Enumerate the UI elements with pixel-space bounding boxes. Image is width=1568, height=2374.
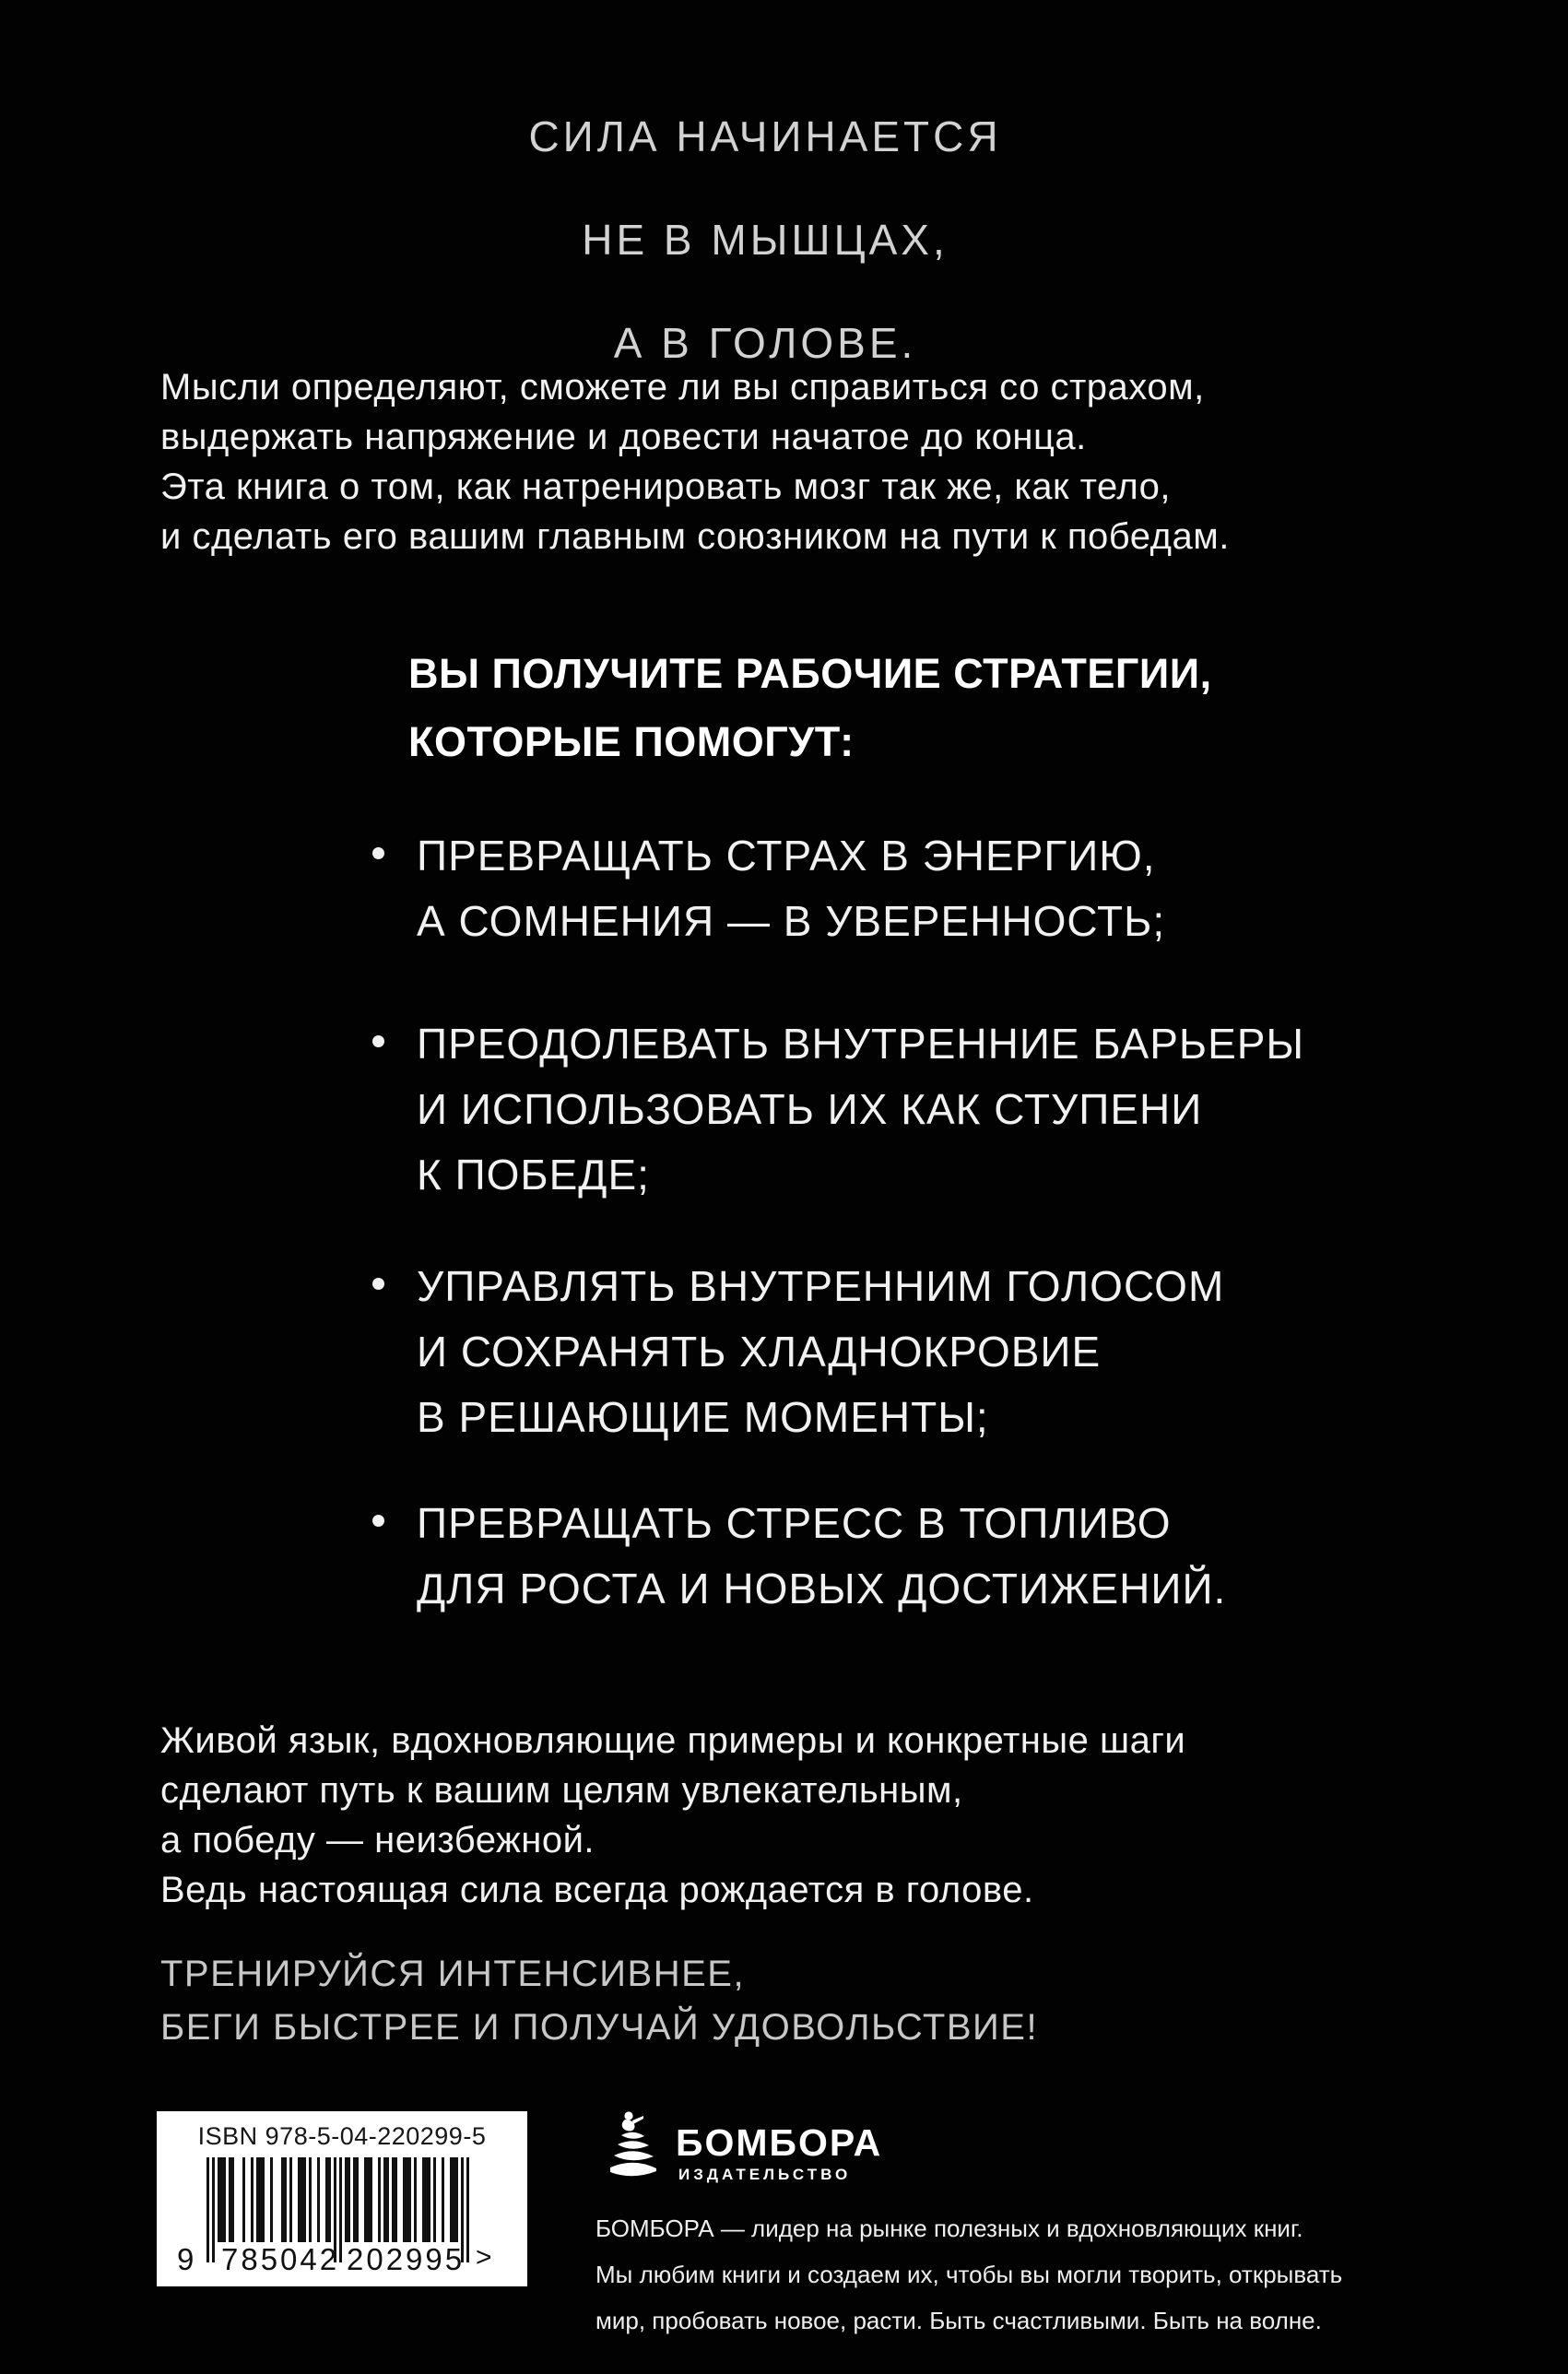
intro-line: Эта книга о том, как натренировать мозг так же, как тело, [160, 467, 1172, 507]
bullet-line: И ИСПОЛЬЗОВАТЬ ИХ КАК СТУПЕНИ [417, 1085, 1203, 1133]
bullet-line: А СОМНЕНИЯ — В УВЕРЕННОСТЬ; [417, 897, 1166, 945]
isbn-box [157, 2111, 527, 2286]
bullet-line: ПРЕОДОЛЕВАТЬ ВНУТРЕННИЕ БАРЬЕРЫ [417, 1020, 1305, 1068]
barcode-digit-group: 785042 [221, 2242, 340, 2276]
publisher-description-line: Мы любим книги и создаем их, чтобы вы могли творить, открывать [595, 2261, 1343, 2288]
strategies-header-line: КОТОРЫЕ ПОМОГУТ: [408, 718, 855, 765]
bullet-line: ПРЕВРАЩАТЬ СТРАХ В ЭНЕРГИЮ, [417, 832, 1156, 880]
bombora-logo-icon [607, 2110, 660, 2180]
publisher-name: БОМБОРА [676, 2121, 883, 2164]
publisher-description-line: БОМБОРА — лидер на рынке полезных и вдохновляющих книг. [595, 2215, 1303, 2242]
bullet-dot-icon [372, 1278, 384, 1290]
intro-line: выдержать напряжение и довести начатое до конца. [160, 417, 1087, 457]
bullet-item [372, 823, 1165, 954]
intro-line: и сделать его вашим главным союзником на пути к победам. [160, 516, 1230, 557]
bullet-item [372, 1254, 1224, 1450]
bullet-line: К ПОБЕДЕ; [417, 1151, 650, 1199]
outro-line: сделают путь к вашим целям увлекательным, [160, 1770, 963, 1811]
bullet-line: В РЕШАЮЩИЕ МОМЕНТЫ; [417, 1393, 989, 1441]
outro-paragraph [160, 1716, 1185, 1915]
bullet-line: ДЛЯ РОСТА И НОВЫХ ДОСТИЖЕНИЙ. [417, 1565, 1227, 1612]
bullet-text [417, 1491, 1226, 1622]
publisher-description-line: мир, пробовать новое, расти. Быть счастливыми. Быть на волне. [595, 2307, 1322, 2334]
bullet-text [417, 1011, 1304, 1208]
bullet-text [417, 1254, 1224, 1450]
bullet-line: УПРАВЛЯТЬ ВНУТРЕННИМ ГОЛОСОМ [417, 1262, 1225, 1310]
publisher-subtitle: ИЗДАТЕЛЬСТВО [678, 2166, 852, 2183]
bullet-line: ПРЕВРАЩАТЬ СТРЕСС В ТОПЛИВО [417, 1499, 1172, 1547]
outro-line: Живой язык, вдохновляющие примеры и конкретные шаги [160, 1720, 1186, 1761]
barcode-digit-lead: 9 [177, 2242, 195, 2276]
cta-line: БЕГИ БЫСТРЕЕ И ПОЛУЧАЙ УДОВОЛЬСТВИЕ! [160, 2007, 1039, 2048]
bullet-dot-icon [372, 847, 384, 859]
barcode-digit-group: 202995 [347, 2242, 466, 2276]
bullet-text [417, 823, 1165, 954]
cta-line: ТРЕНИРУЙСЯ ИНТЕНСИВНЕЕ, [160, 1954, 746, 1994]
intro-paragraph [160, 362, 1230, 561]
intro-line: Мысли определяют, сможете ли вы справиться со страхом, [160, 367, 1205, 407]
headline-line: СИЛА НАЧИНАЕТСЯ [528, 112, 1002, 160]
bullet-dot-icon [372, 1515, 384, 1527]
barcode-digit-suffix: > [476, 2242, 492, 2273]
bullet-line: И СОХРАНЯТЬ ХЛАДНОКРОВИЕ [417, 1328, 1102, 1376]
barcode-digits [157, 2242, 527, 2281]
strategies-header-line: ВЫ ПОЛУЧИТЕ РАБОЧИЕ СТРАТЕГИИ, [408, 650, 1212, 697]
bullet-item [372, 1011, 1304, 1208]
headline [0, 85, 1530, 395]
bullet-dot-icon [372, 1035, 384, 1047]
bullet-item [372, 1491, 1226, 1622]
strategies-header [408, 640, 1212, 776]
cta-text [160, 1947, 1038, 2054]
headline-line: НЕ В МЫШЦАХ, [582, 216, 949, 264]
headline-line: А В ГОЛОВЕ. [613, 319, 917, 367]
isbn-label: ISBN 978-5-04-220299-5 [197, 2122, 487, 2150]
publisher-description [595, 2205, 1342, 2344]
outro-line: Ведь настоящая сила всегда рождается в голове. [160, 1870, 1034, 1910]
outro-line: а победу — неизбежной. [160, 1820, 595, 1860]
